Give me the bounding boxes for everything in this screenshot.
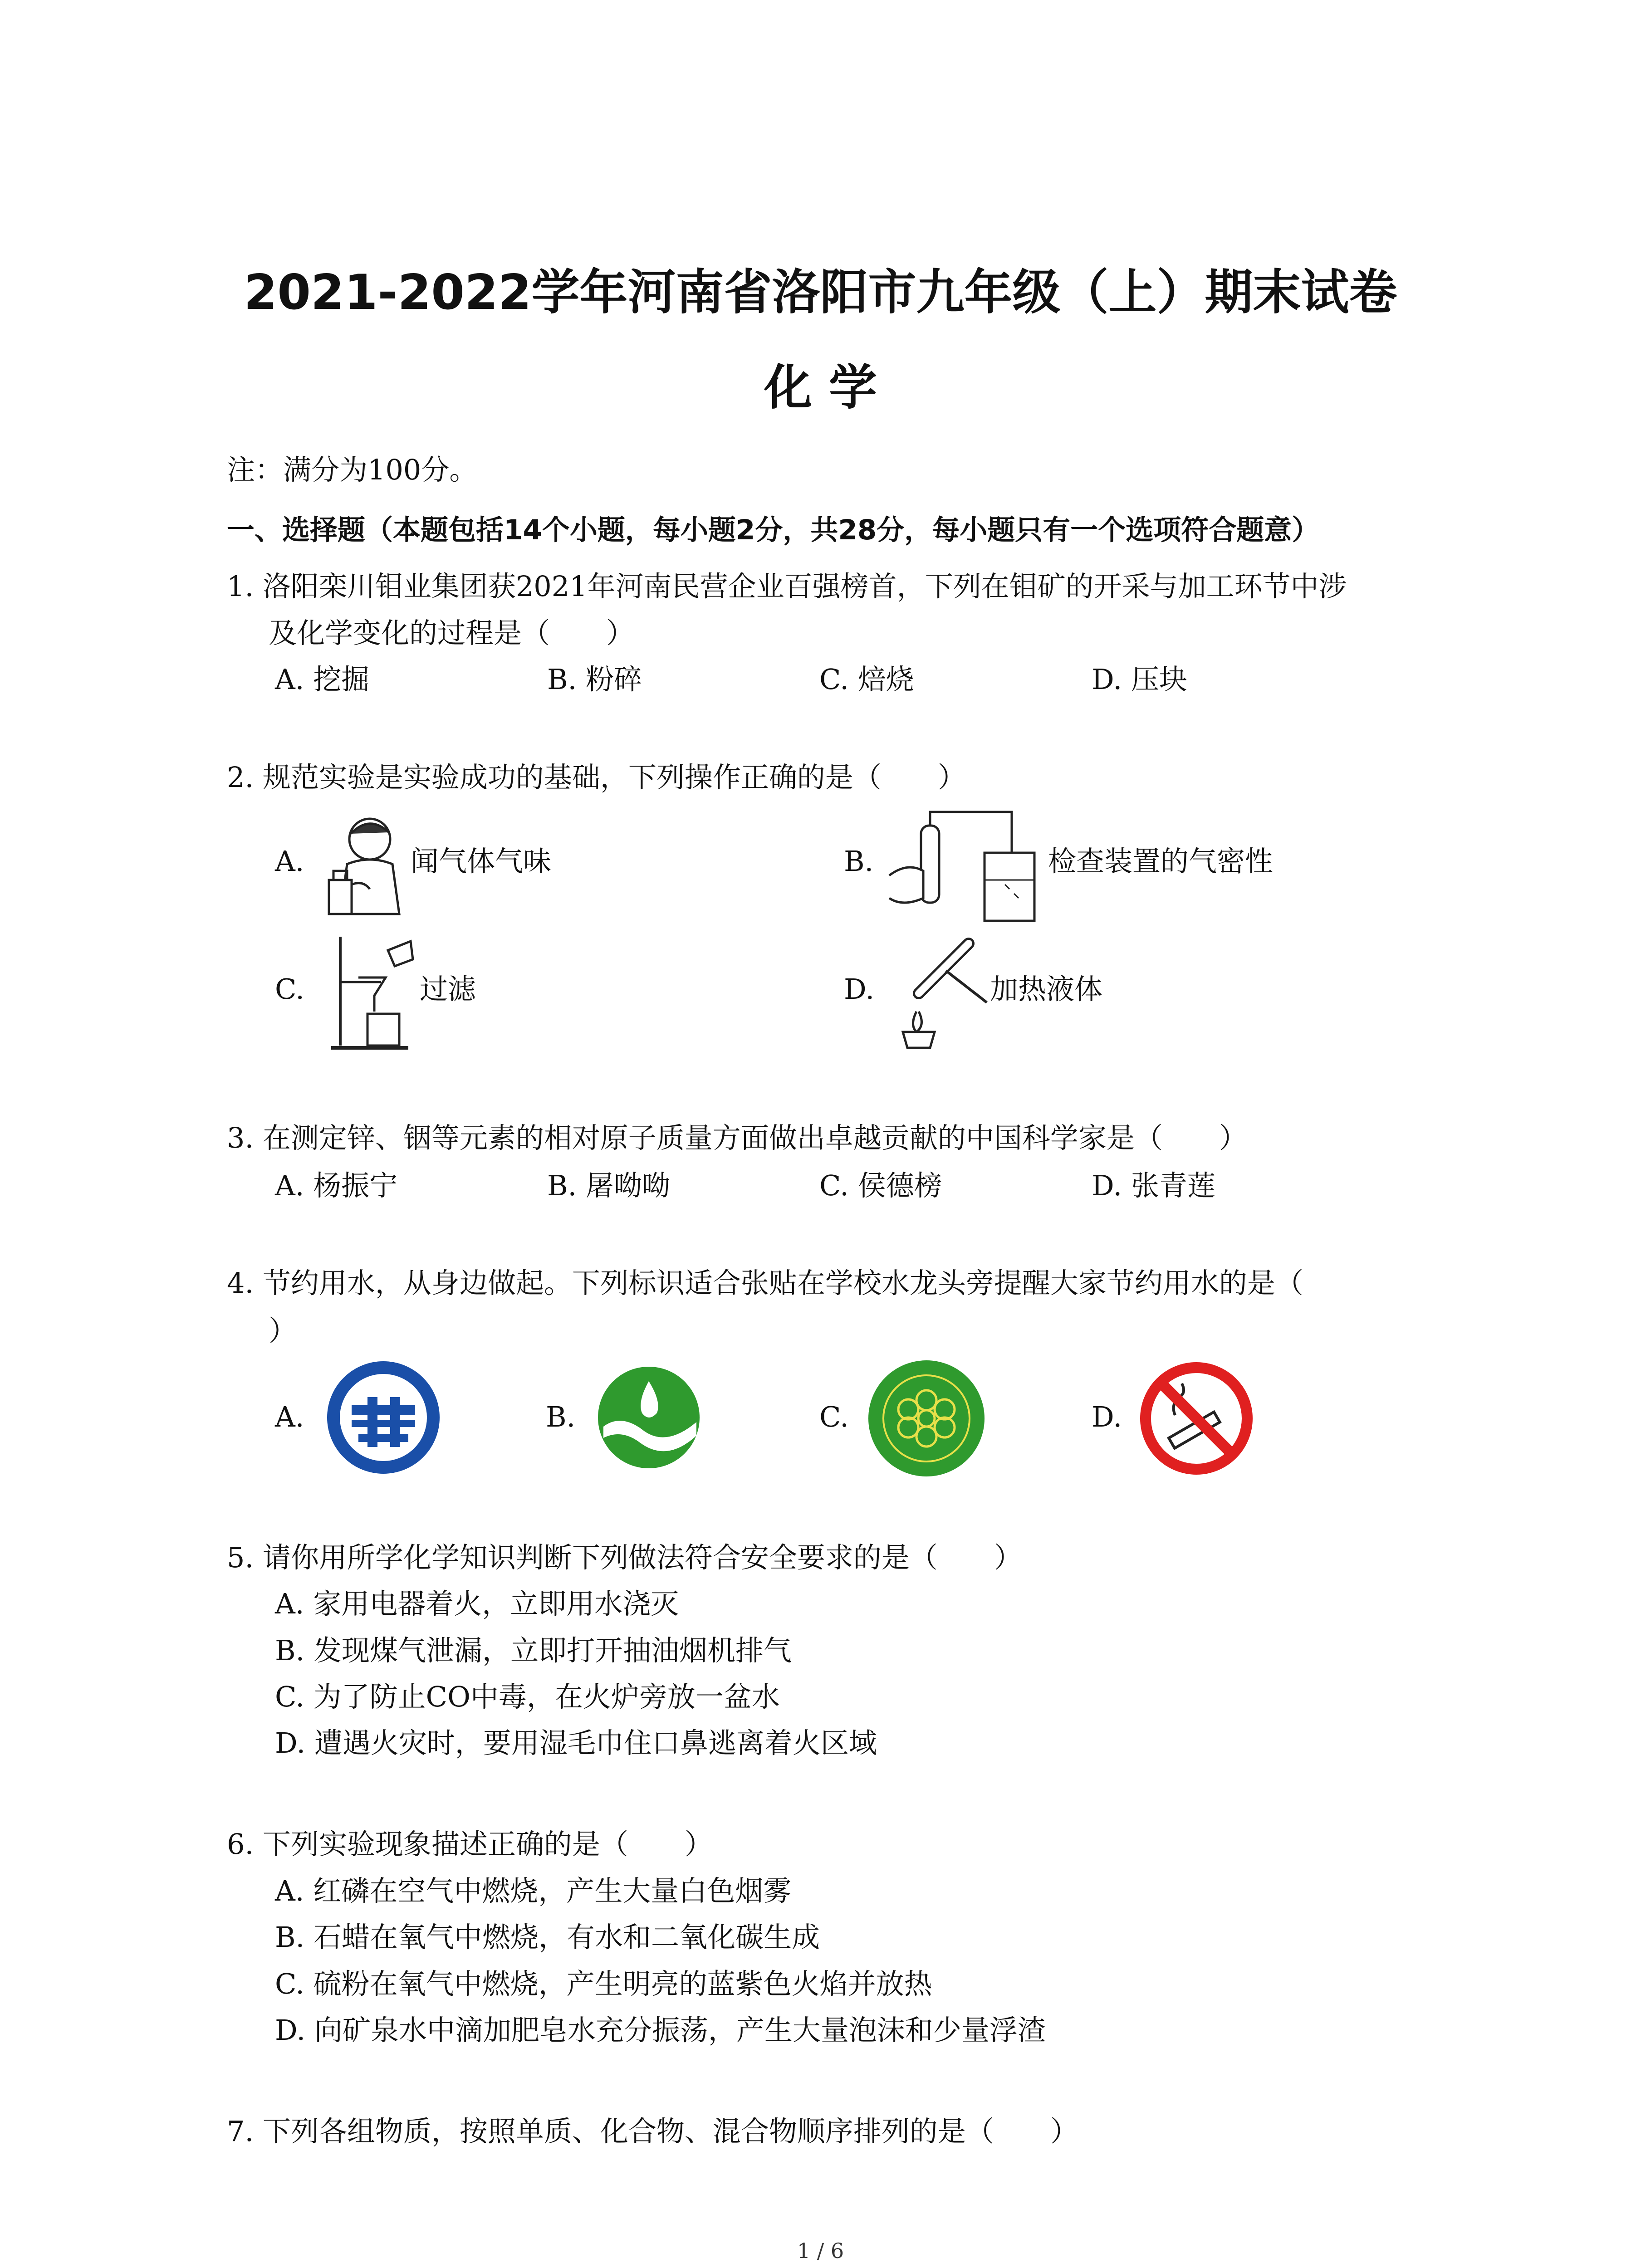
- water-drop-logo-icon: [594, 1363, 703, 1472]
- question-2-stem: 2. 规范实验是实验成功的基础，下列操作正确的是（ ）: [227, 761, 966, 794]
- q2-option-d-letter[interactable]: D.: [844, 973, 875, 1006]
- section-heading: 一、选择题（本题包括14个小题，每小题2分，共28分，每小题只有一个选项符合题意）: [227, 514, 1320, 546]
- q1-option-b[interactable]: B. 粉碎: [547, 663, 642, 696]
- question-7-stem: 7. 下列各组物质，按照单质、化合物、混合物顺序排列的是（ ）: [227, 2115, 1078, 2148]
- page-number: 1 / 6: [797, 2239, 844, 2263]
- question-1-stem: 1. 洛阳栾川钼业集团获2021年河南民营企业百强榜首，下列在钼矿的开采与加工环节中涉: [227, 570, 1347, 603]
- q6-option-b[interactable]: B. 石蜡在氧气中燃烧，有水和二氧化碳生成: [275, 1921, 820, 1954]
- q2-option-c-letter[interactable]: C.: [275, 973, 304, 1006]
- smell-gas-figure-icon: [320, 812, 411, 916]
- question-3-stem: 3. 在测定锌、铟等元素的相对原子质量方面做出卓越贡献的中国科学家是（ ）: [227, 1121, 1247, 1154]
- q5-option-b[interactable]: B. 发现煤气泄漏，立即打开抽油烟机排气: [275, 1634, 792, 1667]
- q4-option-b[interactable]: B.: [546, 1400, 576, 1433]
- score-note: 注：满分为100分。: [227, 453, 478, 486]
- q2-option-a-letter[interactable]: A.: [275, 845, 304, 878]
- q6-option-d[interactable]: D. 向矿泉水中滴加肥皂水充分振荡，产生大量泡沫和少量浮渣: [275, 2014, 1046, 2047]
- q2-option-c-text: 过滤: [420, 973, 476, 1006]
- q2-option-b-text: 检查装置的气密性: [1048, 845, 1274, 878]
- page-title: 2021-2022学年河南省洛阳市九年级（上）期末试卷: [244, 264, 1397, 320]
- question-4-stem: 4. 节约用水，从身边做起。下列标识适合张贴在学校水龙头旁提醒大家节约用水的是（: [227, 1266, 1303, 1300]
- airtightness-check-figure-icon: [885, 807, 1039, 925]
- question-6-stem: 6. 下列实验现象描述正确的是（ ）: [227, 1828, 713, 1861]
- question-1-stem-cont: 及化学变化的过程是（ ）: [269, 616, 635, 650]
- q5-option-c[interactable]: C. 为了防止CO中毒，在火炉旁放一盆水: [275, 1680, 780, 1713]
- no-smoking-icon: [1139, 1361, 1254, 1476]
- q1-option-d[interactable]: D. 压块: [1092, 663, 1187, 696]
- q4-option-a[interactable]: A.: [275, 1400, 304, 1433]
- q2-option-b-letter[interactable]: B.: [844, 845, 874, 878]
- q4-option-d[interactable]: D.: [1092, 1400, 1122, 1433]
- q1-option-c[interactable]: C. 焙烧: [819, 663, 914, 696]
- q4-option-c[interactable]: C.: [819, 1400, 849, 1433]
- environmental-label-icon: [867, 1359, 987, 1479]
- q6-option-c[interactable]: C. 硫粉在氧气中燃烧，产生明亮的蓝紫色火焰并放热: [275, 1967, 932, 2000]
- q2-option-a-text: 闻气体气味: [411, 845, 552, 878]
- q5-option-a[interactable]: A. 家用电器着火，立即用水浇灭: [275, 1587, 679, 1620]
- question-4-stem-cont: ）: [269, 1314, 297, 1347]
- q3-option-d[interactable]: D. 张青莲: [1092, 1169, 1215, 1202]
- q3-option-b[interactable]: B. 屠呦呦: [547, 1169, 670, 1202]
- water-saving-logo-icon: [327, 1361, 440, 1474]
- heating-liquid-figure-icon: [892, 934, 991, 1050]
- q1-option-a[interactable]: A. 挖掘: [275, 663, 370, 696]
- q5-option-d[interactable]: D. 遭遇火灾时，要用湿毛巾住口鼻逃离着火区域: [275, 1726, 877, 1760]
- q3-option-c[interactable]: C. 侯德榜: [819, 1169, 942, 1202]
- q2-option-d-text: 加热液体: [990, 973, 1103, 1006]
- filtration-figure-icon: [327, 932, 417, 1052]
- q3-option-a[interactable]: A. 杨振宁: [275, 1169, 398, 1202]
- question-5-stem: 5. 请你用所学化学知识判断下列做法符合安全要求的是（ ）: [227, 1541, 1022, 1574]
- q6-option-a[interactable]: A. 红磷在空气中燃烧，产生大量白色烟雾: [275, 1874, 792, 1907]
- subject-title: 化 学: [764, 360, 877, 415]
